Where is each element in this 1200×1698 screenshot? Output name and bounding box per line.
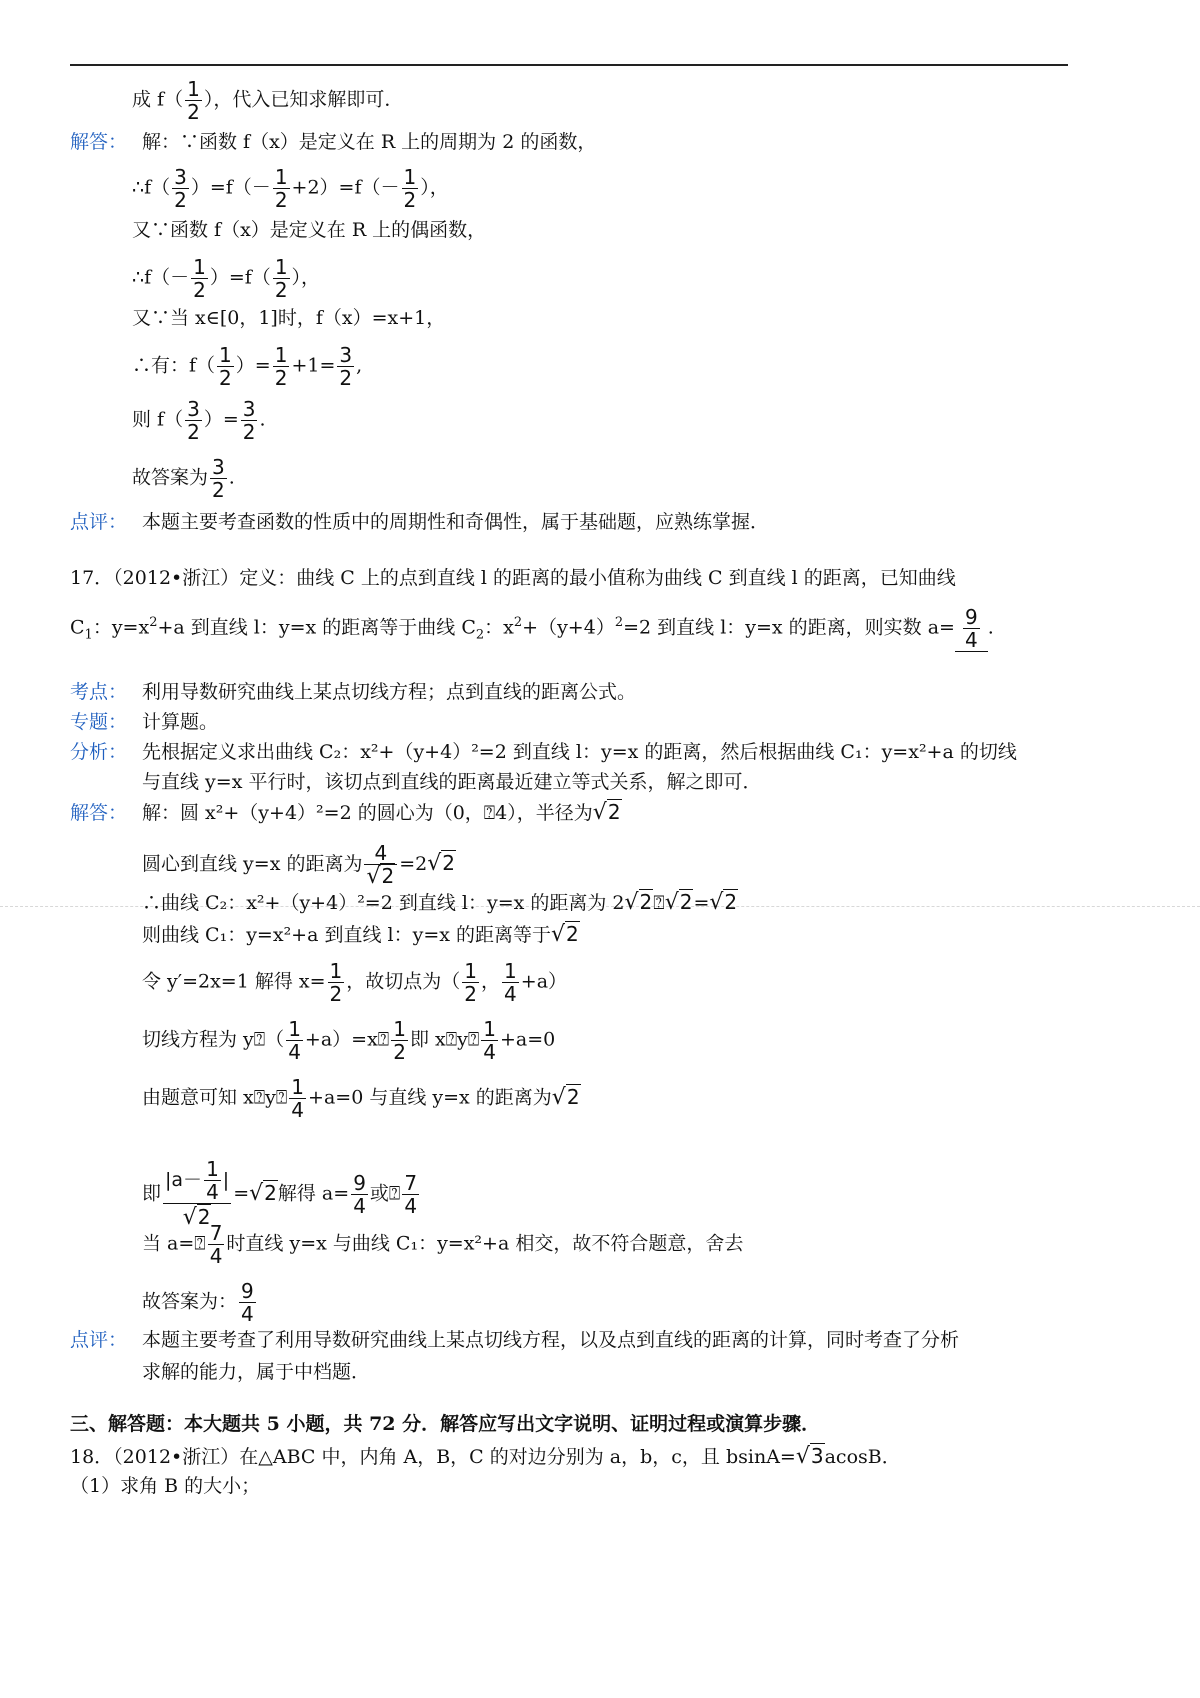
q17-solution-7: 由题意可知 x⍰y⍰ $\frac{1}{4}$ +a=0 与直线 y=x 的距离为√2	[142, 1075, 580, 1122]
q17-analysis-2: 与直线 y=x 平行时，该切点到直线的距离最近建立等式关系，解之即可．	[142, 771, 762, 793]
q16-answer-line-4: ∴f（－ $\frac{1}{2}$ ）=f（ $\frac{1}{2}$ ），	[132, 255, 321, 302]
q16-analysis-tail: 成 f（ $\frac{1}{2}$ ），代入已知求解即可．	[132, 77, 404, 124]
q17-comment-2: 求解的能力，属于中档题．	[142, 1361, 371, 1383]
header-rule	[70, 64, 1068, 66]
section-heading: 三、解答题：本大题共 5 小题，共 72 分．解答应写出文字说明、证明过程或演算步骤．	[70, 1413, 821, 1435]
answer-label: 解答：	[70, 131, 128, 153]
answer-blank	[955, 606, 988, 652]
q17-stem-line-1: 17．（2012•浙江）定义：曲线 C 上的点到直线 l 的距离的最小值称为曲线 C 到直线 l 的距离，已知曲线	[70, 567, 956, 589]
q17-solution-10: 故答案为： $\frac{9}{4}$	[142, 1279, 254, 1326]
q17-solution-5: 令 y′=2x=1 解得 x= $\frac{1}{2}$ ，故切点为（ $\frac{1}{2}$ ， $\frac{1}{4}$ +a）	[142, 959, 568, 1006]
q17-solution-6: 切线方程为 y⍰（ $\frac{1}{4}$ +a）=x⍰ $\frac{1}{2}$ 即 x⍰y⍰ $\frac{1}{4}$ +a=0	[142, 1017, 556, 1064]
q16-comment: 点评： 本题主要考查函数的性质中的周期性和奇偶性，属于基础题，应熟练掌握．	[70, 511, 770, 533]
q17-solution-1: 解答： 解：圆 x²+（y+4）²=2 的圆心为（0，⍰4），半径为√2	[70, 800, 621, 825]
q17-analysis-1: 分析： 先根据定义求出曲线 C₂：x²+（y+4）²=2 到直线 l：y=x 的距离，然后根据曲线 C₁：y=x²+a 的切线	[70, 741, 1017, 763]
q16-answer-line-7: 则 f（ $\frac{3}{2}$ ）= $\frac{3}{2}$ .	[132, 397, 266, 444]
q17-comment-1: 点评： 本题主要考查了利用导数研究曲线上某点切线方程，以及点到直线的距离的计算，同时考查了分析	[70, 1329, 960, 1351]
q16-answer-line-5: 又∵当 x∈[0，1]时，f（x）=x+1，	[132, 307, 446, 329]
q17-solution-9: 当 a=⍰ $\frac{7}{4}$ 时直线 y=x 与曲线 C₁：y=x²+a 相交，故不符合题意，舍去	[142, 1221, 744, 1268]
q18-stem: 18．（2012•浙江）在△ABC 中，内角 A，B，C 的对边分别为 a，b，c，且 bsinA=√3acosB．	[70, 1444, 901, 1469]
q17-topic: 专题： 计算题。	[70, 711, 219, 733]
q17-point: 考点： 利用导数研究曲线上某点切线方程；点到直线的距离公式。	[70, 681, 637, 703]
q17-solution-8: 即 |a－ $\frac{1}{4}$ | √2 =√2解得 a= $\frac{9}{4}$ 或⍰ $\frac{7}{4}$	[142, 1157, 418, 1230]
q17-solution-4: 则曲线 C₁：y=x²+a 到直线 l：y=x 的距离等于√2	[142, 922, 579, 947]
answer-fraction: $\frac{9}{4}$	[964, 605, 978, 652]
q16-answer-line-2: ∴f（ $\frac{3}{2}$ ）=f（－ $\frac{1}{2}$ +2）=f（－ $\frac{1}{2}$ ），	[132, 165, 449, 212]
q17-solution-2: 圆心到直线 y=x 的距离为 $\frac{4}{√2}$ =2√2	[142, 841, 455, 889]
q16-answer-line-8: 故答案为 $\frac{3}{2}$ .	[132, 455, 235, 502]
q16-answer-line-1: 解答： 解：∵函数 f（x）是定义在 R 上的周期为 2 的函数，	[70, 131, 597, 153]
q17-solution-3: ∴曲线 C₂：x²+（y+4）²=2 到直线 l：y=x 的距离为 2√2⍰√2=√2	[142, 890, 738, 915]
q16-answer-line-6: ∴有：f（ $\frac{1}{2}$ ）= $\frac{1}{2}$ +1= $\frac{3}{2}$ ,	[132, 343, 363, 390]
comment-label: 点评：	[70, 511, 128, 533]
q16-answer-line-3: 又∵函数 f（x）是定义在 R 上的偶函数，	[132, 219, 487, 241]
q17-stem-line-2: $C_1$：$y=x^2+a$ 到直线 l：y=x 的距离等于曲线 $C_2$：$x^2+(y+4)^2=2$ 到直线 l：y=x 的距离，则实数 a= $\frac{9}{4}$ .	[70, 605, 994, 652]
q18-part-1: （1）求角 B 的大小；	[70, 1475, 261, 1497]
